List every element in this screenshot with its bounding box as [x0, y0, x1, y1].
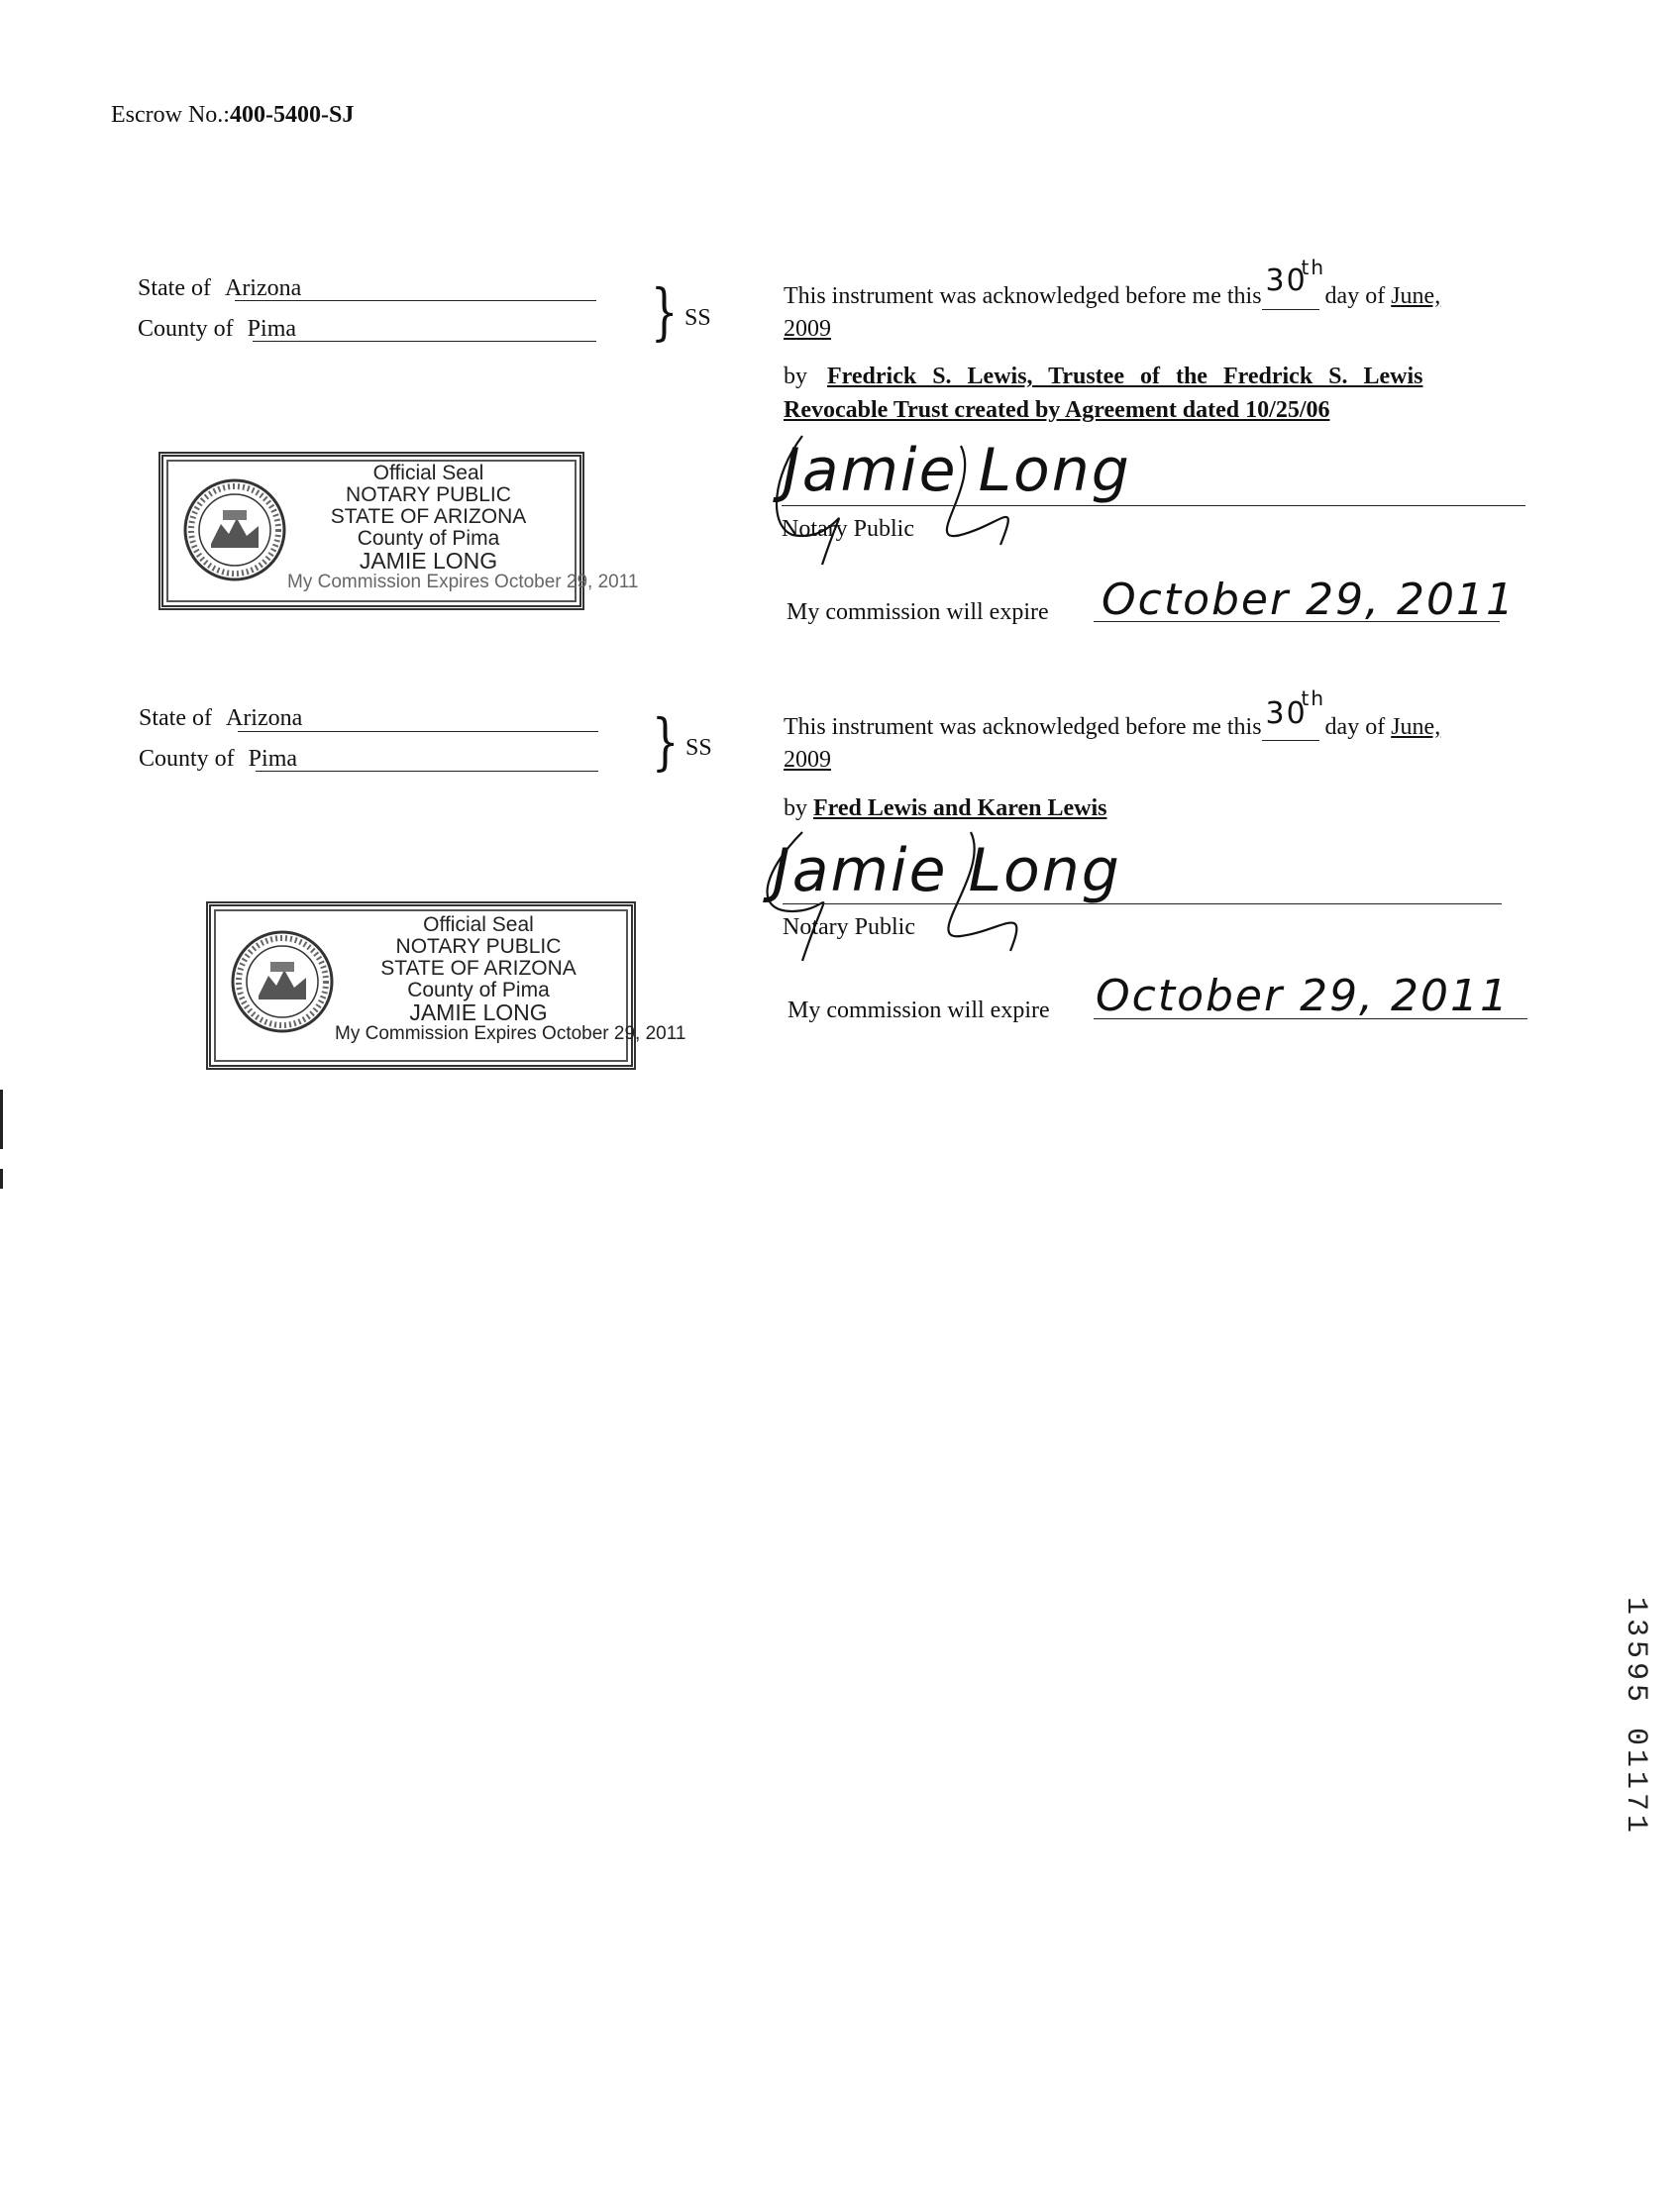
seal-line-name: JAMIE LONG — [409, 999, 548, 1025]
scan-edge-mark — [0, 1169, 3, 1189]
ack-day-blank — [1262, 686, 1326, 741]
ss-label: SS — [684, 305, 711, 331]
ack-text: This instrument was acknowledged before me this — [784, 714, 1262, 740]
seal-line-notary: NOTARY PUBLIC — [395, 935, 562, 958]
seal-text — [287, 462, 639, 593]
scan-edge-mark — [0, 1090, 3, 1149]
ack-line — [784, 256, 1441, 310]
seal-line-notary: NOTARY PUBLIC — [346, 483, 511, 506]
by-name-line1: Fredrick S. Lewis, Trustee of the Fredrick S. Lewis — [827, 364, 1423, 389]
county-label: County of — [139, 746, 235, 772]
county-label: County of — [138, 316, 234, 342]
seal-line-county: County of Pima — [357, 527, 500, 550]
venue-brace: } — [650, 275, 679, 348]
county-value: Pima — [248, 746, 298, 772]
ack-day-of: day of — [1324, 714, 1386, 740]
state-value: Arizona — [225, 705, 303, 731]
by-name-line2: Revocable Trust created by Agreement dated 10/25/06 — [784, 397, 1330, 423]
seal-line-expires: My Commission Expires October 29, 2011 — [287, 572, 639, 592]
state-line — [138, 274, 301, 302]
seal-line-expires: My Commission Expires October 29, 2011 — [335, 1023, 686, 1044]
state-underline — [238, 731, 598, 732]
notary-public-label: Notary Public — [782, 516, 914, 542]
ack-month: June, — [1391, 283, 1441, 309]
seal-line-county: County of Pima — [407, 979, 550, 1001]
signature-line — [783, 903, 1502, 904]
seal-line-name: JAMIE LONG — [359, 548, 498, 574]
commission-date: October 29, 2011 — [1096, 971, 1511, 1021]
ack-day-suffix: th — [1301, 686, 1326, 710]
notary-signature: Jamie Long — [773, 836, 1121, 905]
commission-underline — [1094, 621, 1500, 622]
commission-underline — [1094, 1018, 1527, 1019]
state-line — [139, 704, 302, 732]
venue-brace: } — [651, 705, 680, 778]
commission-label: My commission will expire — [788, 998, 1050, 1023]
recording-number: 13595 01171 — [1619, 1597, 1652, 1838]
notary-seal — [158, 452, 639, 610]
county-line — [139, 745, 297, 773]
ack-day: 30 — [1265, 696, 1308, 731]
by-line — [784, 363, 1536, 390]
notary-public-label: Notary Public — [783, 914, 915, 940]
ack-day-of: day of — [1324, 283, 1386, 309]
ack-year: 2009 — [784, 747, 831, 773]
by-label: by — [784, 364, 807, 389]
state-underline — [235, 300, 596, 301]
county-line — [138, 315, 296, 343]
seal-line-official: Official Seal — [372, 462, 484, 484]
seal-line-state: STATE OF ARIZONA — [380, 957, 577, 980]
escrow-label: Escrow No.: — [111, 102, 230, 128]
seal-line-official: Official Seal — [423, 913, 534, 936]
escrow-number: 400-5400-SJ — [229, 102, 355, 128]
notary-signature: Jamie Long — [783, 436, 1131, 505]
state-seal-icon — [181, 476, 288, 583]
county-value: Pima — [247, 316, 297, 342]
notary-seal — [206, 901, 686, 1070]
ack-day-suffix: th — [1301, 256, 1326, 279]
signature-strokes — [753, 812, 1189, 971]
by-name-line1: Fred Lewis and Karen Lewis — [813, 795, 1107, 821]
ss-label: SS — [685, 735, 712, 761]
county-underline — [256, 771, 598, 772]
signature-line — [782, 505, 1525, 506]
signature-strokes — [763, 416, 1179, 575]
county-underline — [253, 341, 596, 342]
commission-label: My commission will expire — [787, 599, 1049, 625]
commission-date: October 29, 2011 — [1102, 575, 1517, 625]
state-value: Arizona — [224, 275, 302, 301]
ack-line — [784, 686, 1441, 741]
ack-text: This instrument was acknowledged before me this — [784, 283, 1262, 309]
ack-month: June, — [1391, 714, 1441, 740]
ack-day: 30 — [1265, 263, 1308, 298]
seal-text — [335, 913, 686, 1045]
seal-line-state: STATE OF ARIZONA — [330, 505, 527, 528]
state-label: State of — [138, 275, 211, 301]
state-seal-icon — [229, 928, 336, 1035]
escrow-line — [111, 101, 354, 129]
ack-day-blank — [1262, 256, 1326, 310]
by-label: by — [784, 795, 807, 821]
state-label: State of — [139, 705, 212, 731]
ack-year: 2009 — [784, 316, 831, 342]
